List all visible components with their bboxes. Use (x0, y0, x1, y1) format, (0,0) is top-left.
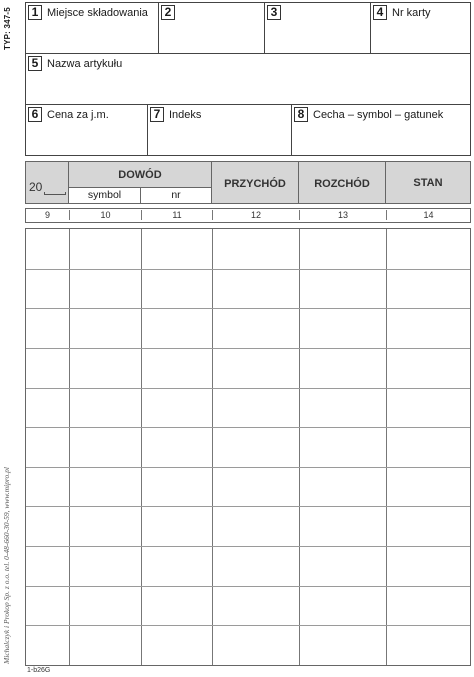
dowod-header (68, 161, 212, 188)
field-number: 8 (294, 107, 308, 122)
field-number: 1 (28, 5, 42, 20)
column-numbers-row (25, 208, 471, 223)
field-label: Cecha – symbol – gatunek (313, 109, 444, 121)
grid-row-line (26, 506, 470, 507)
column-number: 13 (299, 210, 386, 220)
year-header-cell (25, 161, 69, 204)
grid-column-line (299, 229, 300, 665)
field-label: Nazwa artykułu (47, 58, 123, 70)
grid-row-line (26, 586, 470, 587)
field-number: 6 (28, 107, 42, 122)
field-label: Miejsce składowania (47, 7, 148, 19)
stan-header (385, 161, 471, 204)
field-number: 3 (267, 5, 281, 20)
symbol-subheader (68, 187, 141, 204)
column-number: 10 (69, 210, 141, 220)
field-article-name[interactable] (25, 53, 471, 105)
field-label: Indeks (169, 109, 202, 121)
field-3[interactable] (264, 2, 371, 54)
field-unit-price[interactable] (25, 104, 148, 156)
field-number: 4 (373, 5, 387, 20)
rozchod-header (298, 161, 386, 204)
field-label: Cena za j.m. (47, 109, 109, 121)
publisher-credit: Michalczyk i Prokop Sp. z o.o. tel. 0-48-660-30-59, www.mipro.pl (2, 467, 11, 664)
field-label: Nr karty (392, 7, 431, 19)
dowod-label: DOWÓD (118, 169, 162, 181)
grid-row-line (26, 348, 470, 349)
column-number: 11 (141, 210, 212, 220)
field-number: 5 (28, 56, 42, 71)
field-number: 2 (161, 5, 175, 20)
year-prefix: 20 (29, 180, 43, 194)
przychod-header (211, 161, 299, 204)
field-2[interactable] (158, 2, 265, 54)
grid-column-line (212, 229, 213, 665)
form-type-code: TYP: 347-5 (3, 7, 12, 50)
year-entry-slot[interactable] (44, 192, 66, 195)
grid-row-line (26, 625, 470, 626)
form-code: 1-b26G (27, 667, 51, 674)
field-number: 7 (150, 107, 164, 122)
grid-row-line (26, 269, 470, 270)
field-index[interactable] (147, 104, 292, 156)
przychod-label: PRZYCHÓD (224, 178, 286, 190)
rozchod-label: ROZCHÓD (314, 178, 370, 190)
nr-subheader (140, 187, 212, 204)
symbol-label: symbol (87, 189, 122, 201)
column-number: 9 (44, 210, 50, 220)
grid-row-line (26, 388, 470, 389)
column-number: 12 (212, 210, 299, 220)
grid-row-line (26, 546, 470, 547)
column-number: 14 (386, 210, 470, 220)
grid-column-line (386, 229, 387, 665)
stan-label: STAN (413, 177, 443, 189)
grid-column-line (141, 229, 142, 665)
grid-row-line (26, 467, 470, 468)
grid-row-line (26, 427, 470, 428)
field-storage-location[interactable] (25, 2, 159, 54)
entry-grid (25, 228, 471, 666)
nr-label: nr (171, 189, 181, 201)
grid-row-line (26, 308, 470, 309)
field-card-number[interactable] (370, 2, 471, 54)
grid-column-line (69, 229, 70, 665)
field-feature-symbol-grade[interactable] (291, 104, 471, 156)
